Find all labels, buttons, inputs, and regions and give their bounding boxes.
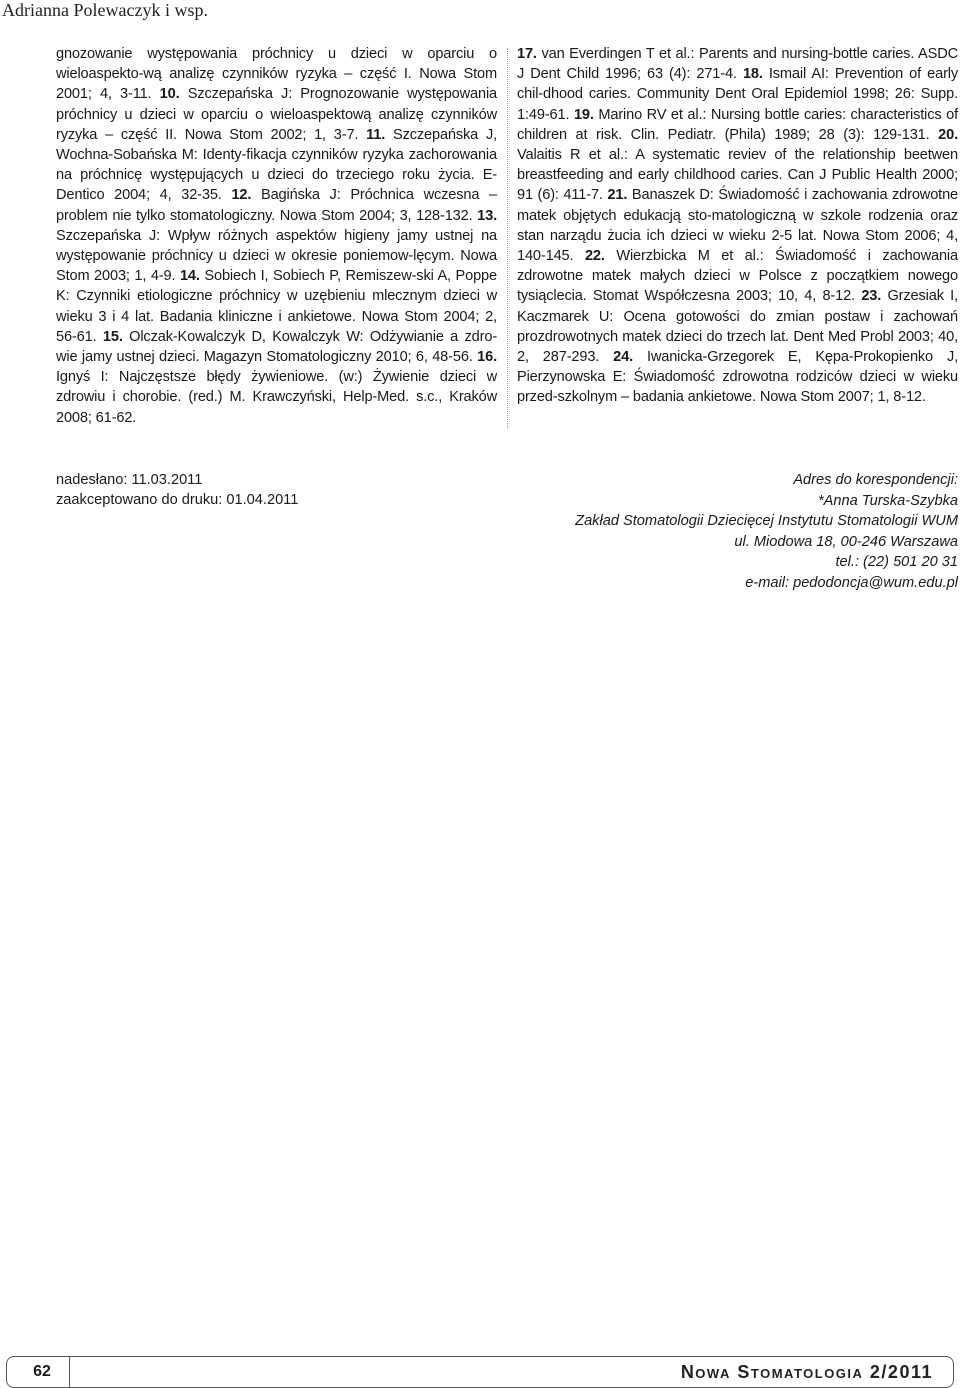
correspondence-heading: Adres do korespondencji: xyxy=(793,472,958,488)
reference-number: 10. xyxy=(159,86,180,103)
reference-text: Wierzbicka M et al.: Świadomość i zachowania zdrowotne matek małych dzieci w Polsce z początkiem nowego tysiąclecia. Stomat Współczesna 2003; 10, 4, 8-12. xyxy=(517,248,958,305)
reference-text: Sobiech I, Sobiech P, Remiszew-ski A, Poppe K: Czynniki etiologiczne próchnicy w uzębieniu mlecznym dzieci w wieku 3 i 4 lat. Badania kliniczne i ankietowe. Nowa Stom 2004; 2, 56-61. xyxy=(56,268,497,345)
reference-text: Valaitis R et al.: A systematic reviev of the relationship beetwen breastfeeding and early childhood caries. Can J Public Health 2000; 91 (6): 411-7. xyxy=(517,147,958,204)
correspondence-phone: tel.: (22) 501 20 31 xyxy=(835,554,958,570)
reference-item xyxy=(517,107,958,143)
reference-text: Marino RV et al.: Nursing bottle caries: characteristics of children at risk. Clin. Pediatr. (Phila) 1989; 28 (3): 129-131. xyxy=(517,106,958,143)
reference-number: 17. xyxy=(517,46,537,62)
reference-number: 15. xyxy=(102,328,123,345)
correspondence-name: *Anna Turska-Szybka xyxy=(817,492,958,509)
reference-number: 18. xyxy=(742,66,763,83)
references-left-column xyxy=(56,44,497,428)
received-date: nadesłano: 11.03.2011 xyxy=(56,472,203,488)
correspondence-institution: Zakład Stomatologii Dziecięcej Instytutu Stomatologii WUM xyxy=(575,513,958,529)
reference-number: 13. xyxy=(477,207,497,224)
reference-number: 12. xyxy=(231,187,252,204)
reference-text: Olczak-Kowalczyk D, Kowalczyk W: Odżywianie a zdro-wie jamy ustnej dzieci. Magazyn Stomatologiczny 2010; 6, 48-56. xyxy=(56,328,498,366)
page-number: 62 xyxy=(15,1357,70,1387)
column-divider xyxy=(507,48,508,428)
reference-number: 19. xyxy=(573,106,594,123)
reference-text: van Everdingen T et al.: Parents and nursing-bottle caries. ASDC J Dent Child 1996; 63 (4): 271-4. xyxy=(517,46,958,83)
reference-number: 22. xyxy=(584,248,605,265)
references-right-column xyxy=(517,44,958,408)
reference-text: Bagińska J: Próchnica wczesna – problem nie tylko stomatologiczny. Nowa Stom 2004; 3, 128-132. xyxy=(56,187,497,224)
reference-number: 21. xyxy=(607,187,628,204)
reference-text: Szczepańska J: Wpływ różnych aspektów higieny jamy ustnej na występowanie próchnicy u dzieci w okresie poniemow-lęcym. Nowa Stom 2003; 1, 4-9. xyxy=(56,227,497,285)
reference-item xyxy=(56,329,497,365)
reference-number: 20. xyxy=(938,126,959,143)
correspondence-email: e-mail: pedodoncja@wum.edu.pl xyxy=(745,574,958,591)
journal-title: Nowa Stomatologia 2/2011 xyxy=(680,1362,933,1382)
reference-number: 11. xyxy=(366,126,386,143)
reference-text: Grzesiak I, Kaczmarek U: Ocena gotowości do zmian postaw i zachowań prozdrowotnych matek dzieci do trzech lat. Dent Med Probl 2003; 40, 2, 287-293. xyxy=(517,288,958,366)
page-footer xyxy=(6,1356,954,1388)
correspondence-street: ul. Miodowa 18, 00-246 Warszawa xyxy=(734,533,958,550)
reference-text: Ignyś I: Najczęstsze błędy żywieniowe. (w:) Żywienie dzieci w zdrowiu i chorobie. (red.) M. Krawczyński, Help-Med. s.c., Kraków 2008; 61-62. xyxy=(56,369,497,426)
reference-number: 16. xyxy=(477,349,497,366)
accepted-date: zaakceptowano do druku: 01.04.2011 xyxy=(56,492,299,508)
reference-text: Szczepańska J: Prognozowanie występowania próchnicy u dzieci w oparciu o wieloaspektową analizę czynników ryzyka – część II. Nowa Stom 2002; 1, 3-7. xyxy=(56,86,498,143)
reference-text: Banaszek D: Świadomość i zachowania zdrowotne matek objętych edukacją sto-matologiczną w szkole rodzenia oraz stan narządu żucia ich dzieci w wieku 2-5 lat. Nowa Stom 2006; 4, 140-145. xyxy=(517,187,958,265)
reference-text: Ismail AI: Prevention of early chil-dhood caries. Community Dent Oral Epidemiol 1998; 26: Supp. 1:49-61. xyxy=(517,66,959,123)
reference-text: Iwanicka-Grzegorek E, Kępa-Prokopienko J, Pierzynowska E: Świadomość zdrowotna rodziców dzieci w wieku przed-szkolnym – badania ankietowe. Nowa Stom 2007; 1, 8-12. xyxy=(517,349,959,406)
reference-text: gnozowanie występowania próchnicy u dzieci w oparciu o wieloaspekto-wą analizę czynników ryzyka – część I. Nowa Stom 2001; 4, 3-11. xyxy=(56,46,497,103)
correspondence-address xyxy=(438,470,958,593)
reference-number: 24. xyxy=(613,349,633,366)
reference-text: Szczepańska J, Wochna-Sobańska M: Identy-fikacja czynników ryzyka zachorowania na próchnicę występujących u dzieci do trzeciego roku życia. E-Dentico 2004; 4, 32-35. xyxy=(56,126,497,204)
submission-dates xyxy=(56,470,298,510)
reference-number: 23. xyxy=(861,288,882,305)
reference-number: 14. xyxy=(179,268,200,285)
running-head: Adrianna Polewaczyk i wsp. xyxy=(2,0,208,20)
